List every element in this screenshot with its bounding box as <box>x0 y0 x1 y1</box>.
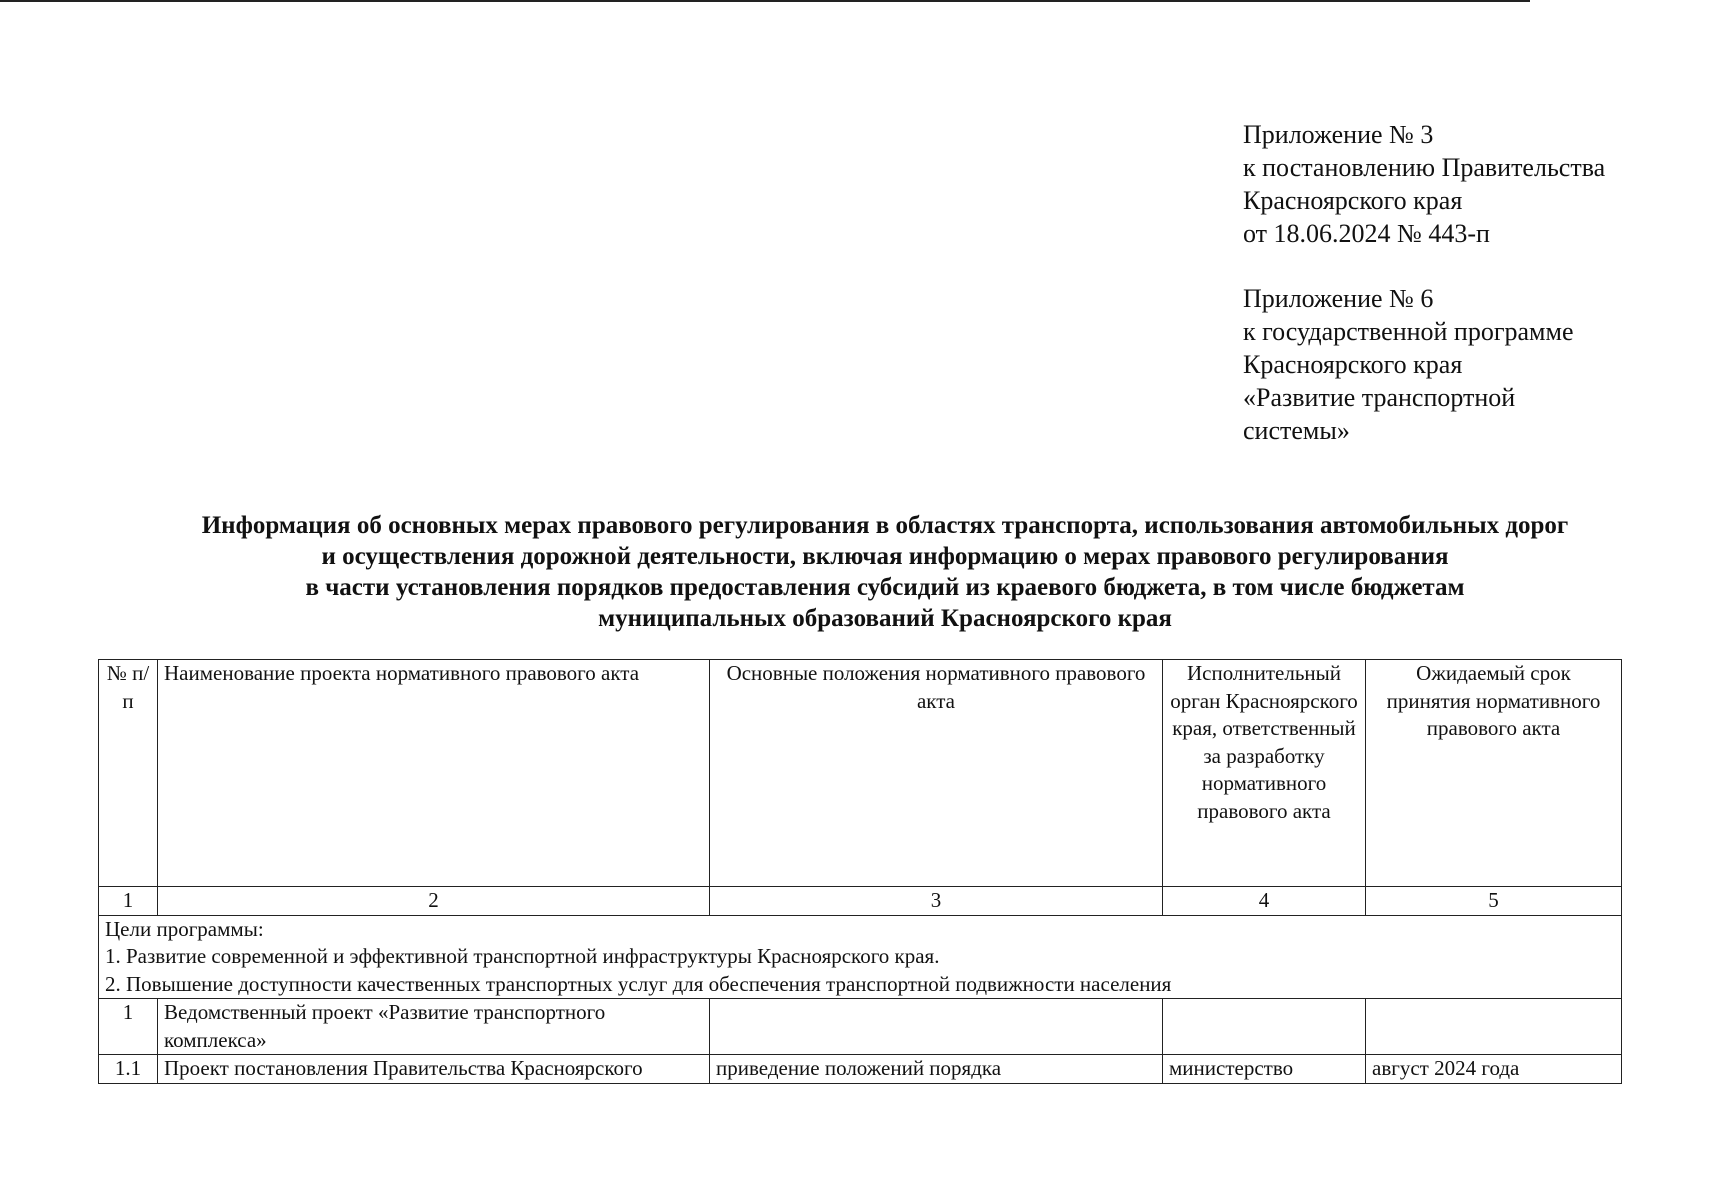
header-deadline: Ожидаемый срок принятия нормативного правового акта <box>1366 660 1622 887</box>
title-line: в части установления порядков предоставления субсидий из краевого бюджета, в том числе бюджетам <box>305 574 1465 601</box>
table-row <box>99 999 1622 1055</box>
column-number: 2 <box>158 887 710 916</box>
row-number: 1.1 <box>99 1055 158 1084</box>
appendix-3-block <box>1243 118 1663 250</box>
appendix-6-block <box>1243 282 1663 447</box>
document-title <box>100 510 1670 634</box>
row-number: 1 <box>99 999 158 1055</box>
row-provisions <box>710 999 1163 1055</box>
goal-item: 1. Развитие современной и эффективной транспортной инфраструктуры Красноярского края. <box>105 944 940 968</box>
goal-item: 2. Повышение доступности качественных транспортных услуг для обеспечения транспортной подвижности населения <box>105 971 1172 996</box>
goals-heading: Цели программы: <box>105 916 264 941</box>
header-number: № п/п <box>99 660 158 887</box>
column-number: 1 <box>99 887 158 916</box>
column-number: 4 <box>1163 887 1366 916</box>
top-border-line <box>0 0 1530 2</box>
header-act-name: Наименование проекта нормативного правового акта <box>158 660 710 887</box>
table-header-row <box>99 660 1622 887</box>
table-row <box>99 1055 1622 1084</box>
column-number: 5 <box>1366 887 1622 916</box>
row-executor <box>1163 999 1366 1055</box>
row-deadline <box>1366 999 1622 1055</box>
header-executor: Исполнительный орган Красноярского края, ответственный за разработку нормативного правового акта <box>1163 660 1366 887</box>
appendix-line: Красноярского края <box>1243 350 1463 379</box>
appendix-line: системы» <box>1243 416 1350 445</box>
row-act-name: Проект постановления Правительства Красноярского <box>158 1055 710 1084</box>
appendix-line: Приложение № 3 <box>1243 120 1434 149</box>
title-line: муниципальных образований Красноярского края <box>598 605 1172 632</box>
program-goals-row <box>99 915 1622 999</box>
row-provisions: приведение положений порядка <box>710 1055 1163 1084</box>
appendix-line: к государственной программе <box>1243 317 1574 346</box>
title-line: и осуществления дорожной деятельности, включая информацию о мерах правового регулирования <box>321 543 1449 570</box>
row-act-name: Ведомственный проект «Развитие транспортного комплекса» <box>158 999 710 1055</box>
appendix-line: Приложение № 6 <box>1243 284 1434 313</box>
row-deadline: август 2024 года <box>1366 1055 1622 1084</box>
appendix-line: «Развитие транспортной <box>1243 383 1516 412</box>
header-provisions: Основные положения нормативного правового акта <box>710 660 1163 887</box>
title-line: Информация об основных мерах правового регулирования в областях транспорта, использования автомобильных дорог <box>201 512 1569 539</box>
row-executor: министерство <box>1163 1055 1366 1084</box>
appendix-line: к постановлению Правительства <box>1243 153 1606 182</box>
column-number: 3 <box>710 887 1163 916</box>
measures-table <box>98 659 1622 1084</box>
program-goals-cell <box>99 915 1622 999</box>
appendix-line: Красноярского края <box>1243 186 1463 215</box>
appendix-line: от 18.06.2024 № 443-п <box>1243 219 1490 248</box>
column-number-row <box>99 887 1622 916</box>
